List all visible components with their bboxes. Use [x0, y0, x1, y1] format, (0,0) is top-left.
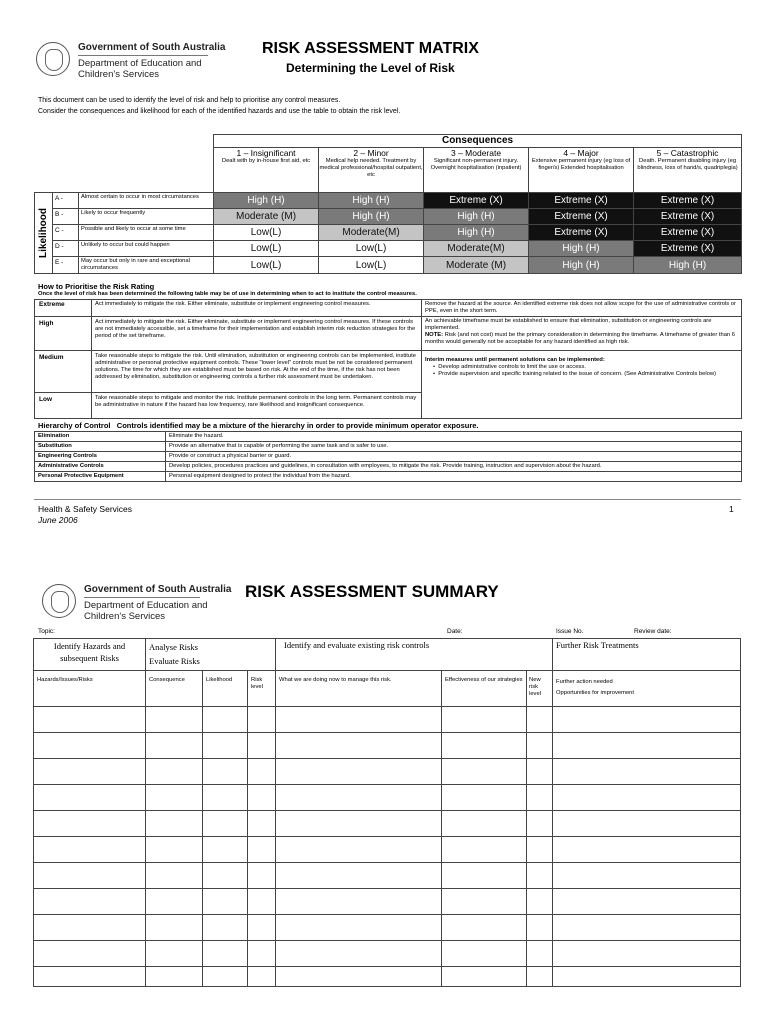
- consequence-5: [634, 148, 742, 193]
- col-new-risk-level: New risk level: [527, 671, 553, 707]
- interim-title: Interim measures until permanent solutions can be implemented:: [425, 357, 605, 363]
- likelihood-a-desc: Almost certain to occur in most circumstances: [79, 193, 214, 209]
- matrix-cell-d5: Extreme (X): [634, 241, 742, 257]
- note-label: NOTE:: [425, 332, 444, 338]
- likelihood-c-letter: C -: [53, 225, 79, 241]
- col-further: [553, 671, 741, 707]
- hierarchy-table: [34, 431, 742, 482]
- priority-medium-label: Medium: [35, 351, 92, 393]
- matrix-cell-e5: High (H): [634, 257, 742, 274]
- analyse-risks: Analyse Risks: [149, 642, 198, 652]
- matrix-cell-b5: Extreme (X): [634, 209, 742, 225]
- matrix-cell-b2: High (H): [319, 209, 424, 225]
- hierarchy-desc-5: Personal equipment designed to protect the individual from the hazard.: [166, 472, 742, 482]
- opportunities: Opportunities for improvement: [556, 690, 635, 696]
- consequence-2-name: 2 – Minor: [353, 148, 389, 158]
- priority-medium-text: Take reasonable steps to mitigate the risk. Until elimination, substitution or engineering controls can be implemented, institute administrative or personal protective equipment controls. These "lower level" controls must be not be considered permanent solutions. The time for which they are established must be based on risk. At the end of the time, if the risk has not been addressed by elimination, substitution or engineering controls a further risk assessment must be undertaken.: [92, 351, 422, 393]
- table-row[interactable]: [34, 707, 741, 733]
- matrix-cell-e4: High (H): [529, 257, 634, 274]
- col-doing-now: What we are doing now to manage this risk.: [276, 671, 442, 707]
- org2-line3: Children's Services: [84, 611, 166, 622]
- hierarchy-desc-1: Eliminate the hazard.: [166, 432, 742, 442]
- matrix-cell-b1: Moderate (M): [214, 209, 319, 225]
- col-consequence: Consequence: [146, 671, 203, 707]
- consequence-1-name: 1 – Insignificant: [236, 148, 296, 158]
- footer-dept: Health & Safety Services: [38, 504, 133, 514]
- hierarchy-name-2: Substitution: [35, 442, 166, 452]
- matrix-cell-b4: Extreme (X): [529, 209, 634, 225]
- priority-high-right-text: An achievable timeframe must be established to ensure that elimination, substitution or engineering controls are implemented.: [425, 318, 712, 331]
- footer-rule: [34, 499, 741, 500]
- consequence-3-name: 3 – Moderate: [450, 148, 502, 158]
- date-label: Date:: [447, 628, 463, 635]
- col-risk-level: Risk level: [248, 671, 276, 707]
- col-group-controls: Identify and evaluate existing risk controls: [276, 639, 553, 671]
- likelihood-a-letter: A -: [53, 193, 79, 209]
- col-group-analyse: [146, 639, 276, 671]
- hierarchy-name-1: Elimination: [35, 432, 166, 442]
- matrix-cell-c1: Low(L): [214, 225, 319, 241]
- org2-line2: Department of Education and: [84, 600, 208, 611]
- table-row[interactable]: [34, 811, 741, 837]
- priority-high-text: Act immediately to mitigate the risk. Either eliminate, substitute or implement engineering control measures. If these controls are not immediately accessible, set a timeframe for their implementation and establish interim risk reduction strategies for the period of the set timeframe.: [92, 317, 422, 351]
- matrix-cell-a2: High (H): [319, 193, 424, 209]
- consequence-4-desc: Extensive permanent injury (eg loss of finger/s) Extended hospitalisation: [531, 158, 631, 171]
- matrix-cell-a1: High (H): [214, 193, 319, 209]
- priority-extreme-text: Act immediately to mitigate the risk. Either eliminate, substitute or implement engineering control measures.: [92, 300, 422, 317]
- consequence-5-name: 5 – Catastrophic: [656, 148, 719, 158]
- interim-item-1: • Develop administrative controls to limit the use or access.: [433, 364, 586, 370]
- matrix-cell-c2: Moderate(M): [319, 225, 424, 241]
- table-row[interactable]: [34, 967, 741, 987]
- interim-item-2-text: Provide supervision and specific training related to the issue of concern. (See Administrative Controls below): [438, 371, 717, 377]
- note-text: Risk (and not cost) must be the primary consideration in determining the timeframe. A timeframe of greater than 6 months would generally not be acceptable for any hazard identified as high risk.: [425, 332, 735, 345]
- consequence-4-name: 4 – Major: [563, 148, 599, 158]
- matrix-cell-d2: Low(L): [319, 241, 424, 257]
- government-seal-icon-2: [42, 584, 76, 618]
- matrix-cell-a4: Extreme (X): [529, 193, 634, 209]
- consequence-3-desc: Significant non-permanent injury. Overnight hospitalisation (inpatient): [430, 158, 522, 171]
- table-row[interactable]: [34, 837, 741, 863]
- consequence-3: [424, 148, 529, 193]
- issue-label: Issue No.: [556, 628, 584, 635]
- likelihood-d-desc: Unlikely to occur but could happen: [79, 241, 214, 257]
- table-row[interactable]: [34, 759, 741, 785]
- matrix-cell-e2: Low(L): [319, 257, 424, 274]
- page-number: 1: [729, 504, 734, 514]
- col-hazards: Hazards/Issues/Risks: [34, 671, 146, 707]
- consequences-title: Consequences: [214, 135, 742, 148]
- matrix-cell-c3: High (H): [424, 225, 529, 241]
- priority-table: [34, 299, 742, 419]
- col-likelihood: Likelihood: [203, 671, 248, 707]
- matrix-cell-d1: Low(L): [214, 241, 319, 257]
- page-subtitle: Determining the Level of Risk: [286, 61, 455, 75]
- hierarchy-desc-2: Provide an alternative that is capable of performing the same task and is safer to use.: [166, 442, 742, 452]
- priority-high-label: High: [35, 317, 92, 351]
- hierarchy-desc-4: Develop policies, procedures practices and guidelines, in consultation with employees, to mitigate the risk. Provide training, instruction and supervision about the hazard.: [166, 462, 742, 472]
- matrix-cell-c5: Extreme (X): [634, 225, 742, 241]
- org2-line1: Government of South Australia: [84, 584, 232, 595]
- likelihood-label: Likelihood: [38, 208, 49, 258]
- hierarchy-desc-3: Provide or construct a physical barrier or guard.: [166, 452, 742, 462]
- matrix-cell-c4: Extreme (X): [529, 225, 634, 241]
- consequence-2: [319, 148, 424, 193]
- likelihood-axis: [35, 193, 53, 274]
- table-row[interactable]: [34, 733, 741, 759]
- table-row[interactable]: [34, 889, 741, 915]
- col-group-further: Further Risk Treatments: [553, 639, 741, 671]
- further-action: Further action needed: [556, 679, 613, 685]
- table-row[interactable]: [34, 863, 741, 889]
- org-block-2: [84, 584, 231, 622]
- interim-measures: [422, 351, 742, 419]
- org-line2: Department of Education and: [78, 58, 202, 69]
- likelihood-e-desc: May occur but only in rare and exceptional circumstances: [79, 257, 214, 274]
- summary-table: [33, 638, 741, 987]
- table-row[interactable]: [34, 785, 741, 811]
- likelihood-b-letter: B -: [53, 209, 79, 225]
- prioritise-title: How to Prioritise the Risk Rating: [38, 282, 155, 291]
- consequence-5-desc: Death. Permanent disabling injury (eg blindness, loss of hand/s, quadriplegia): [637, 158, 738, 171]
- matrix-cell-b3: High (H): [424, 209, 529, 225]
- hierarchy-heading: [38, 421, 479, 430]
- page-title: RISK ASSESSMENT MATRIX: [262, 40, 479, 57]
- matrix-cell-e3: Moderate (M): [424, 257, 529, 274]
- footer-date: June 2006: [38, 515, 78, 525]
- priority-extreme-right: Remove the hazard at the source. An identified extreme risk does not allow scope for the use of administrative controls or PPE, even in the short term.: [422, 300, 742, 317]
- evaluate-risks: Evaluate Risks: [149, 656, 200, 666]
- hierarchy-title: Hierarchy of Control: [38, 421, 111, 430]
- likelihood-e-letter: E -: [53, 257, 79, 274]
- table-row[interactable]: [34, 915, 741, 941]
- matrix-cell-d4: High (H): [529, 241, 634, 257]
- likelihood-d-letter: D -: [53, 241, 79, 257]
- org-line1: Government of South Australia: [78, 42, 226, 53]
- consequence-4: [529, 148, 634, 193]
- likelihood-b-desc: Likely to occur frequently: [79, 209, 214, 225]
- review-label: Review date:: [634, 628, 672, 635]
- hierarchy-name-5: Personal Protective Equipment: [35, 472, 166, 482]
- priority-low-label: Low: [35, 393, 92, 419]
- col-effectiveness: Effectiveness of our strategies: [442, 671, 527, 707]
- col-group-identify: Identify Hazards and subsequent Risks: [34, 639, 146, 671]
- priority-extreme-label: Extreme: [35, 300, 92, 317]
- org-line3: Children's Services: [78, 69, 160, 80]
- topic-label: Topic:: [38, 628, 55, 635]
- matrix-cell-a3: Extreme (X): [424, 193, 529, 209]
- table-row[interactable]: [34, 941, 741, 967]
- hierarchy-subtitle: Controls identified may be a mixture of the hierarchy in order to provide minimum operator exposure.: [116, 421, 479, 430]
- priority-low-text: Take reasonable steps to mitigate and monitor the risk. Institute permanent controls in the long term. Permanent controls may be administrative in nature if the hazard has low frequency, rare likelihood and insignificant consequence.: [92, 393, 422, 419]
- summary-title: RISK ASSESSMENT SUMMARY: [245, 582, 499, 601]
- interim-item-2: • Provide supervision and specific training related to the issue of concern. (See Administrative Controls below): [433, 371, 717, 377]
- org-block: [78, 42, 225, 80]
- consequence-1-desc: Dealt with by in-house first aid, etc: [221, 158, 311, 164]
- matrix-cell-a5: Extreme (X): [634, 193, 742, 209]
- government-seal-icon: [36, 42, 70, 76]
- consequence-2-desc: Medical help needed. Treatment by medical professional/hospital outpatient, etc: [319, 158, 423, 178]
- likelihood-c-desc: Possible and likely to occur at some time: [79, 225, 214, 241]
- interim-item-1-text: Develop administrative controls to limit the use or access.: [438, 364, 586, 370]
- matrix-cell-d3: Moderate(M): [424, 241, 529, 257]
- priority-high-right: [422, 317, 742, 351]
- risk-matrix: [34, 134, 742, 274]
- consequence-1: [214, 148, 319, 193]
- hierarchy-name-4: Administrative Controls: [35, 462, 166, 472]
- intro-line2: Consider the consequences and likelihood for each of the identified hazards and use the table to obtain the risk level.: [38, 108, 401, 115]
- prioritise-subtitle: Once the level of risk has been determined the following table may be of use in determining when to act to institute the control measures.: [38, 291, 417, 297]
- matrix-cell-e1: Low(L): [214, 257, 319, 274]
- intro-line1: This document can be used to identify the level of risk and help to prioritise any control measures.: [38, 97, 341, 104]
- hierarchy-name-3: Engineering Controls: [35, 452, 166, 462]
